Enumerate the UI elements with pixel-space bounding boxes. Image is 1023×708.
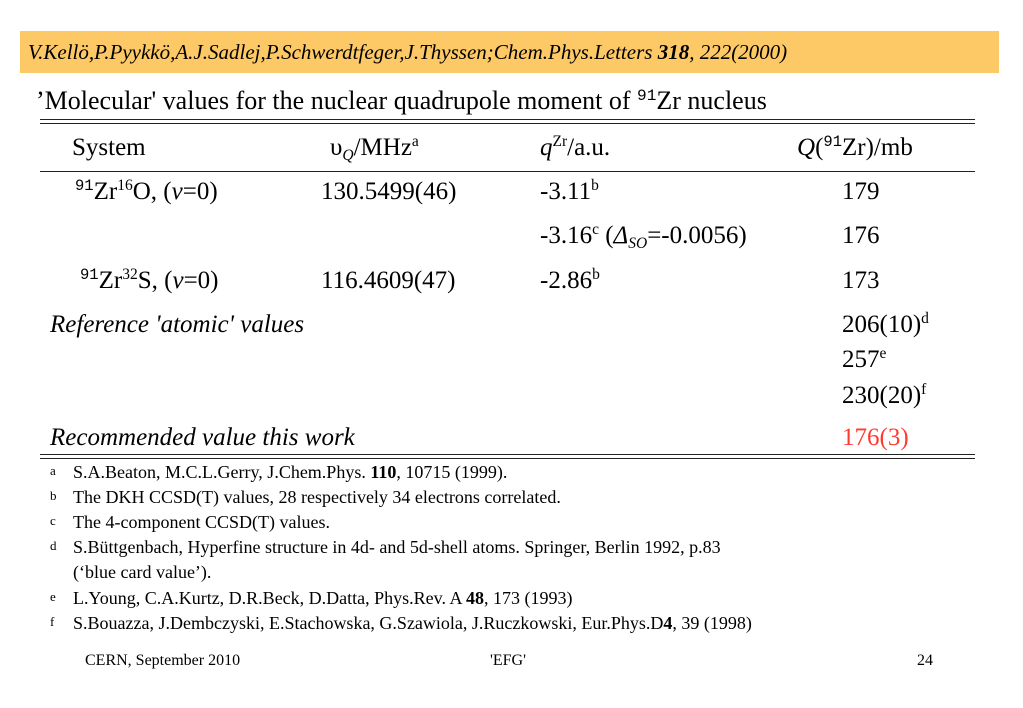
atomic-value-footnote: d — [921, 310, 929, 328]
atomic-value-number: 206(10) — [842, 311, 922, 338]
table-row-Q: 179 — [842, 178, 880, 205]
footnote-text — [73, 588, 573, 609]
mass-number-2: 32 — [122, 266, 138, 284]
footnote-mark: f — [50, 614, 55, 629]
freq-sub: Q — [342, 147, 354, 165]
efg-footnote: c — [592, 221, 599, 239]
footnote-mark: c — [50, 513, 56, 528]
header-quadrupole-moment — [797, 134, 913, 162]
footnote-text: S.Büttgenbach, Hyperfine structure in 4d- and 5d-shell atoms. Springer, Berlin 1992, p.83 — [73, 537, 721, 557]
footnote-bold: 4 — [663, 613, 673, 633]
footnote-text: The DKH CCSD(T) values, 28 respectively 34 electrons correlated. — [73, 487, 561, 507]
atomic-value — [842, 311, 929, 339]
footnote-pre: S.A.Beaton, M.C.L.Gerry, J.Chem.Phys. — [73, 462, 371, 482]
footnote-mark: a — [50, 463, 56, 478]
delta-symbol: Δ — [613, 222, 629, 249]
Q-mass: 91 — [823, 133, 842, 152]
page-title — [36, 86, 767, 116]
header-efg — [540, 134, 610, 162]
footnote-text: The 4-component CCSD(T) values. — [73, 512, 330, 532]
reference-pages: , 222(2000) — [689, 40, 788, 64]
q-unit: /a.u. — [567, 134, 611, 161]
reference-authors: V.Kellö,P.Pyykkö,A.J.Sadlej,P.Schwerdtfeger,J.Thyssen;Chem.Phys.Letters — [28, 40, 658, 64]
element: Zr — [93, 178, 118, 205]
footnote-post: , 10715 (1999). — [396, 462, 508, 482]
q-symbol: q — [540, 134, 553, 161]
footnote-post: , 173 (1993) — [484, 588, 573, 608]
title-prefix: ’Molecular' values for the nuclear quadrupole moment of — [36, 86, 638, 115]
footnote-text — [73, 462, 507, 483]
table-row-efg — [540, 267, 600, 295]
table-row-Q: 173 — [842, 267, 880, 294]
atomic-value — [842, 346, 886, 374]
table-top-rule-2 — [40, 123, 975, 124]
efg-value: -3.16 — [540, 222, 593, 249]
freq-symbol: υ — [330, 134, 343, 161]
footnote-pre: S.Bouazza, J.Dembczyski, E.Stachowska, G.Szawiola, J.Ruczkowski, Eur.Phys.D — [73, 613, 664, 633]
vibrational-symbol: v — [171, 178, 183, 205]
element: Zr — [98, 267, 123, 294]
efg-value: -2.86 — [540, 267, 593, 294]
efg-value: -3.11 — [540, 178, 592, 205]
table-row-efg — [540, 178, 599, 206]
page-number: 24 — [917, 652, 933, 669]
efg-footnote: b — [591, 177, 599, 195]
footnote-post: , 39 (1998) — [672, 613, 752, 633]
element-2: O, ( — [132, 178, 172, 205]
footnote-mark: b — [50, 488, 57, 503]
atomic-value-number: 230(20) — [842, 382, 922, 409]
footnote-text — [73, 613, 752, 634]
footnote-mark: d — [50, 538, 57, 553]
footnote-text-continued: (‘blue card value’). — [73, 562, 212, 582]
title-mass-number: 91 — [637, 87, 657, 106]
reference-volume: 318 — [657, 40, 690, 64]
table-bottom-rule — [40, 454, 975, 455]
footer-center: 'EFG' — [490, 652, 526, 669]
vibrational-value: =0) — [183, 267, 219, 294]
mass-number-2: 16 — [117, 177, 133, 195]
mass-number: 91 — [75, 177, 94, 196]
table-row-Q: 176 — [842, 222, 880, 249]
freq-unit: /MHz — [353, 134, 412, 161]
atomic-values-label: Reference 'atomic' values — [50, 311, 305, 338]
atomic-value-footnote: f — [921, 381, 927, 399]
footnote-bold: 48 — [466, 588, 485, 608]
footnote-bold: 110 — [370, 462, 397, 482]
title-element: Zr nucleus — [656, 86, 767, 115]
recommended-value: 176(3) — [842, 424, 909, 451]
table-row-frequency: 116.4609(47) — [321, 267, 456, 294]
header-rule — [40, 171, 975, 172]
delta-open: ( — [598, 222, 614, 249]
Q-open: ( — [815, 134, 824, 161]
table-row-system — [80, 267, 219, 295]
recommended-label: Recommended value this work — [50, 424, 355, 451]
reference-citation — [28, 40, 787, 65]
efg-footnote: b — [592, 266, 600, 284]
atomic-value-footnote: e — [879, 345, 887, 363]
header-system: System — [72, 134, 146, 161]
vibrational-value: =0) — [182, 178, 218, 205]
freq-footnote: a — [411, 133, 419, 151]
table-top-rule — [40, 119, 975, 120]
vibrational-symbol: v — [172, 267, 184, 294]
Q-symbol: Q — [797, 134, 816, 161]
footer-left: CERN, September 2010 — [85, 652, 241, 669]
table-row-system — [75, 178, 218, 206]
delta-sub: SO — [628, 235, 648, 253]
atomic-value-number: 257 — [842, 346, 880, 373]
table-row-efg — [540, 221, 747, 253]
q-sup: Zr — [552, 133, 568, 151]
footnote-pre: L.Young, C.A.Kurtz, D.R.Beck, D.Datta, Phys.Rev. A — [73, 588, 467, 608]
mass-number: 91 — [80, 266, 99, 285]
atomic-value — [842, 382, 926, 410]
Q-rest: Zr)/mb — [842, 134, 913, 161]
header-frequency — [330, 133, 419, 165]
table-bottom-rule-2 — [40, 458, 975, 459]
table-row-frequency: 130.5499(46) — [321, 178, 457, 205]
delta-value: =-0.0056) — [647, 222, 747, 249]
element-2: S, ( — [137, 267, 173, 294]
footnote-mark: e — [50, 589, 56, 604]
